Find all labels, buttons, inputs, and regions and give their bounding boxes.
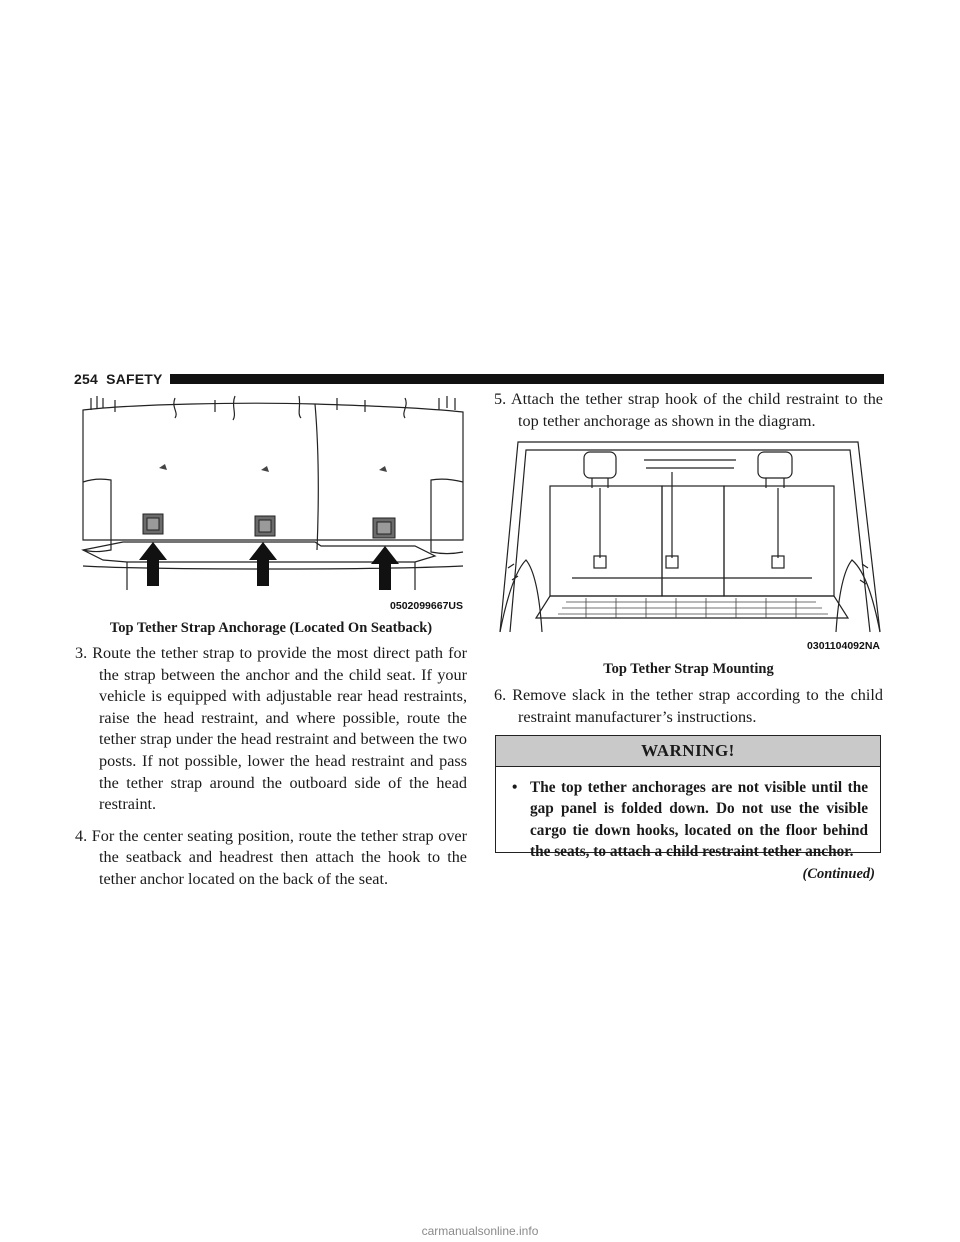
header-rule [170,374,884,384]
figure-caption: Top Tether Strap Mounting [603,661,774,677]
figure-id: 0502099667US [390,600,463,612]
figure-caption: Top Tether Strap Anchorage (Located On Seatback) [109,620,433,636]
seatback-illustration [75,390,467,614]
list-item: 5. Attach the tether strap hook of the child restraint to the top tether anchorage as shown in the diagram. [494,390,883,430]
page-header [74,371,884,387]
continued-note: (Continued) [802,866,875,882]
bullet-icon: • [512,779,518,796]
warning-box [495,735,881,861]
right-column-bottom [494,685,883,738]
cargo-area-illustration [496,432,882,654]
left-column [75,643,467,901]
list-item: 6. Remove slack in the tether strap according to the child restraint manufacturer’s instructions. [494,686,883,726]
list-item: 4. For the center seating position, route the tether strap over the seatback and headrest then attach the hook to the tether anchor located on the back of the seat. [75,826,467,888]
figure-seatback-anchorage [75,390,467,614]
warning-title: WARNING! [496,736,880,767]
warning-body: • The top tether anchorages are not visible until the gap panel is folded down. Do not use the visible cargo tie down hooks, located on the floor behind the seats, to attach a child restraint tether anchor. [512,779,868,861]
figure-id: 0301104092NA [807,640,880,652]
list-item: 3. Route the tether strap to provide the most direct path for the strap between the anchor and the child seat. If your vehicle is equipped with adjustable rear head restraints, raise the head restraint, and where possible, route the tether strap under the head restraint and between the two posts. If not possible, lower the head restraint and pass the tether strap around the outboard side of the head restraint. [75,644,467,814]
page-number-section: 254 SAFETY [74,371,163,387]
figure-tether-mounting [496,432,882,654]
watermark: carmanualsonline.info [421,1224,539,1238]
